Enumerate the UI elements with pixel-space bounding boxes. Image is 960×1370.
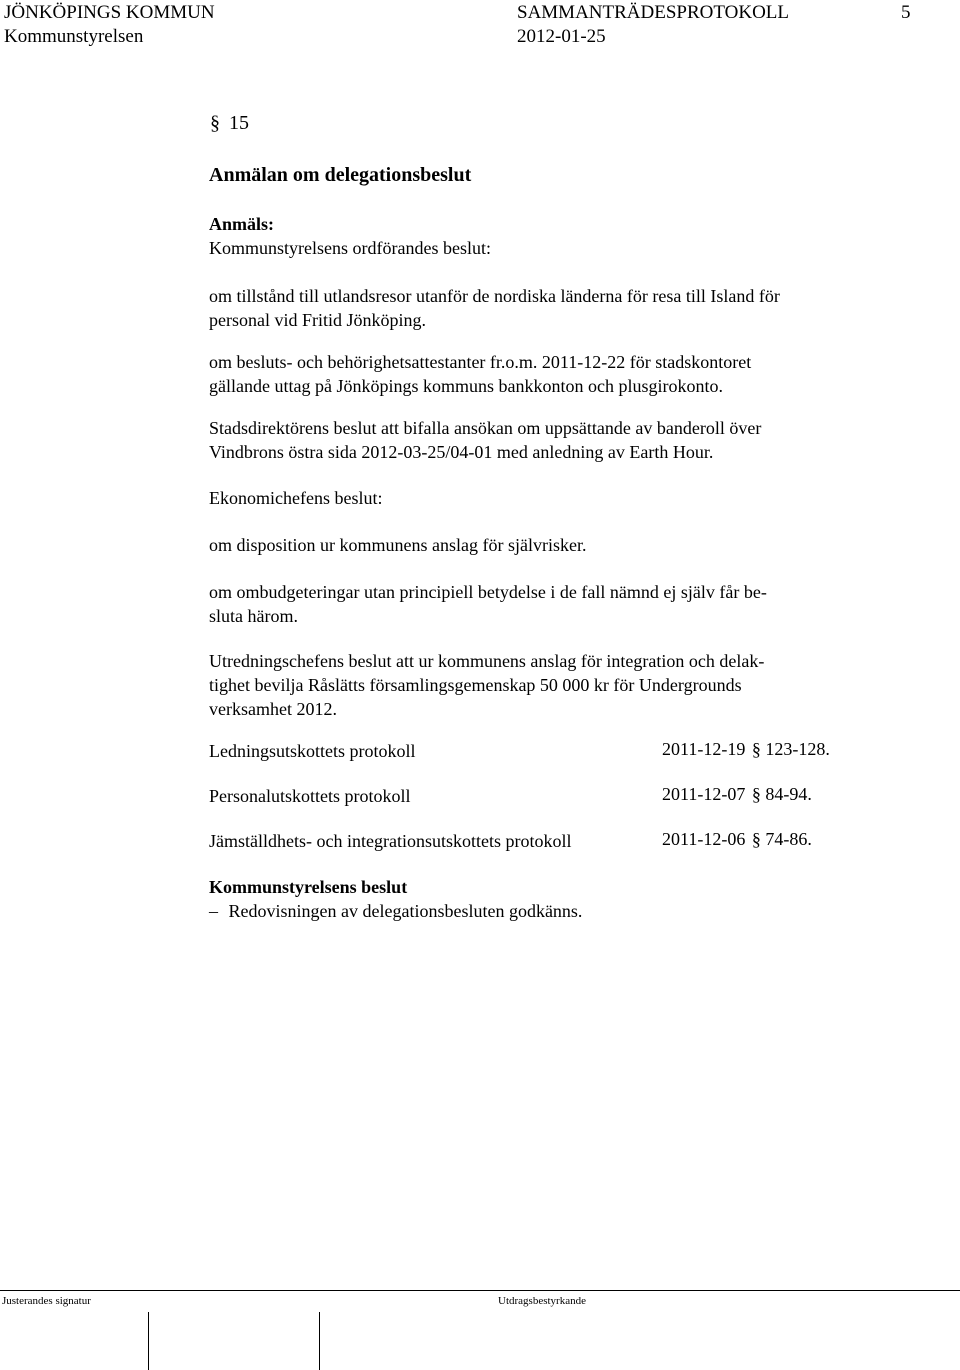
decision-heading: Kommunstyrelsens beslut xyxy=(209,877,408,897)
footer-extract-label: Utdragsbestyrkande xyxy=(498,1295,586,1307)
protocol-date: 2011-12-06 xyxy=(662,829,746,849)
paragraph-4: om disposition ur kommunens anslag för självrisker. xyxy=(209,535,587,555)
paragraph-line: Vindbrons östra sida 2012-03-25/04-01 med anledning av Earth Hour. xyxy=(209,442,714,462)
protocol-name: Personalutskottets protokoll xyxy=(209,786,411,806)
protocol-range: 84-94. xyxy=(765,784,812,804)
signature-box-divider xyxy=(319,1312,320,1370)
protocol-range: 123-128. xyxy=(765,739,830,759)
section-number-value: 15 xyxy=(229,112,249,134)
protocol-ref xyxy=(662,829,812,850)
paragraph-line: personal vid Fritid Jönköping. xyxy=(209,310,426,330)
header-doc-type: SAMMANTRÄDESPROTOKOLL xyxy=(517,2,790,23)
section-symbol: § xyxy=(751,784,761,804)
header-org: JÖNKÖPINGS KOMMUN xyxy=(4,2,215,23)
section-symbol: § xyxy=(751,829,761,849)
protocol-name: Jämställdhets- och integrationsutskottets protokoll xyxy=(209,831,572,851)
section-title: Anmälan om delegationsbeslut xyxy=(209,164,472,186)
decision-text: Redovisningen av delegationsbesluten godkänns. xyxy=(228,901,583,921)
ordf-label: Kommunstyrelsens ordförandes beslut: xyxy=(209,238,491,258)
paragraph-line: Utredningschefens beslut att ur kommunens anslag för integration och delak- xyxy=(209,651,765,671)
protocol-name: Ledningsutskottets protokoll xyxy=(209,741,416,761)
header-body: Kommunstyrelsen xyxy=(4,26,144,47)
section-symbol: § xyxy=(751,739,761,759)
footer-rule xyxy=(0,1290,960,1291)
protocol-date: 2011-12-19 xyxy=(662,739,746,759)
paragraph-line: om besluts- och behörighetsattestanter fr.o.m. 2011-12-22 för stadskontoret xyxy=(209,352,752,372)
protocol-ref xyxy=(662,739,830,760)
paragraph-line: verksamhet 2012. xyxy=(209,699,337,719)
protocol-date: 2011-12-07 xyxy=(662,784,746,804)
page-number: 5 xyxy=(901,2,911,23)
section-symbol: § xyxy=(210,112,220,134)
header-date: 2012-01-25 xyxy=(517,26,606,47)
ekon-label: Ekonomichefens beslut: xyxy=(209,488,383,508)
dash-bullet: – xyxy=(209,901,218,921)
section-number xyxy=(210,112,249,135)
paragraph-line: tighet bevilja Råslätts församlingsgemenskap 50 000 kr för Undergrounds xyxy=(209,675,742,695)
anmals-label: Anmäls: xyxy=(209,214,275,234)
footer-signature-label: Justerandes signatur xyxy=(2,1295,91,1307)
protocol-range: 74-86. xyxy=(765,829,812,849)
paragraph-line: om ombudgeteringar utan principiell betydelse i de fall nämnd ej själv får be- xyxy=(209,582,767,602)
paragraph-line: gällande uttag på Jönköpings kommuns bankkonton och plusgirokonto. xyxy=(209,376,723,396)
decision-item xyxy=(209,899,582,923)
signature-box-divider xyxy=(148,1312,149,1370)
paragraph-line: om tillstånd till utlandsresor utanför de nordiska länderna för resa till Island för xyxy=(209,286,780,306)
paragraph-line: sluta härom. xyxy=(209,606,298,626)
paragraph-line: Stadsdirektörens beslut att bifalla ansökan om uppsättande av banderoll över xyxy=(209,418,762,438)
protocol-ref xyxy=(662,784,812,805)
